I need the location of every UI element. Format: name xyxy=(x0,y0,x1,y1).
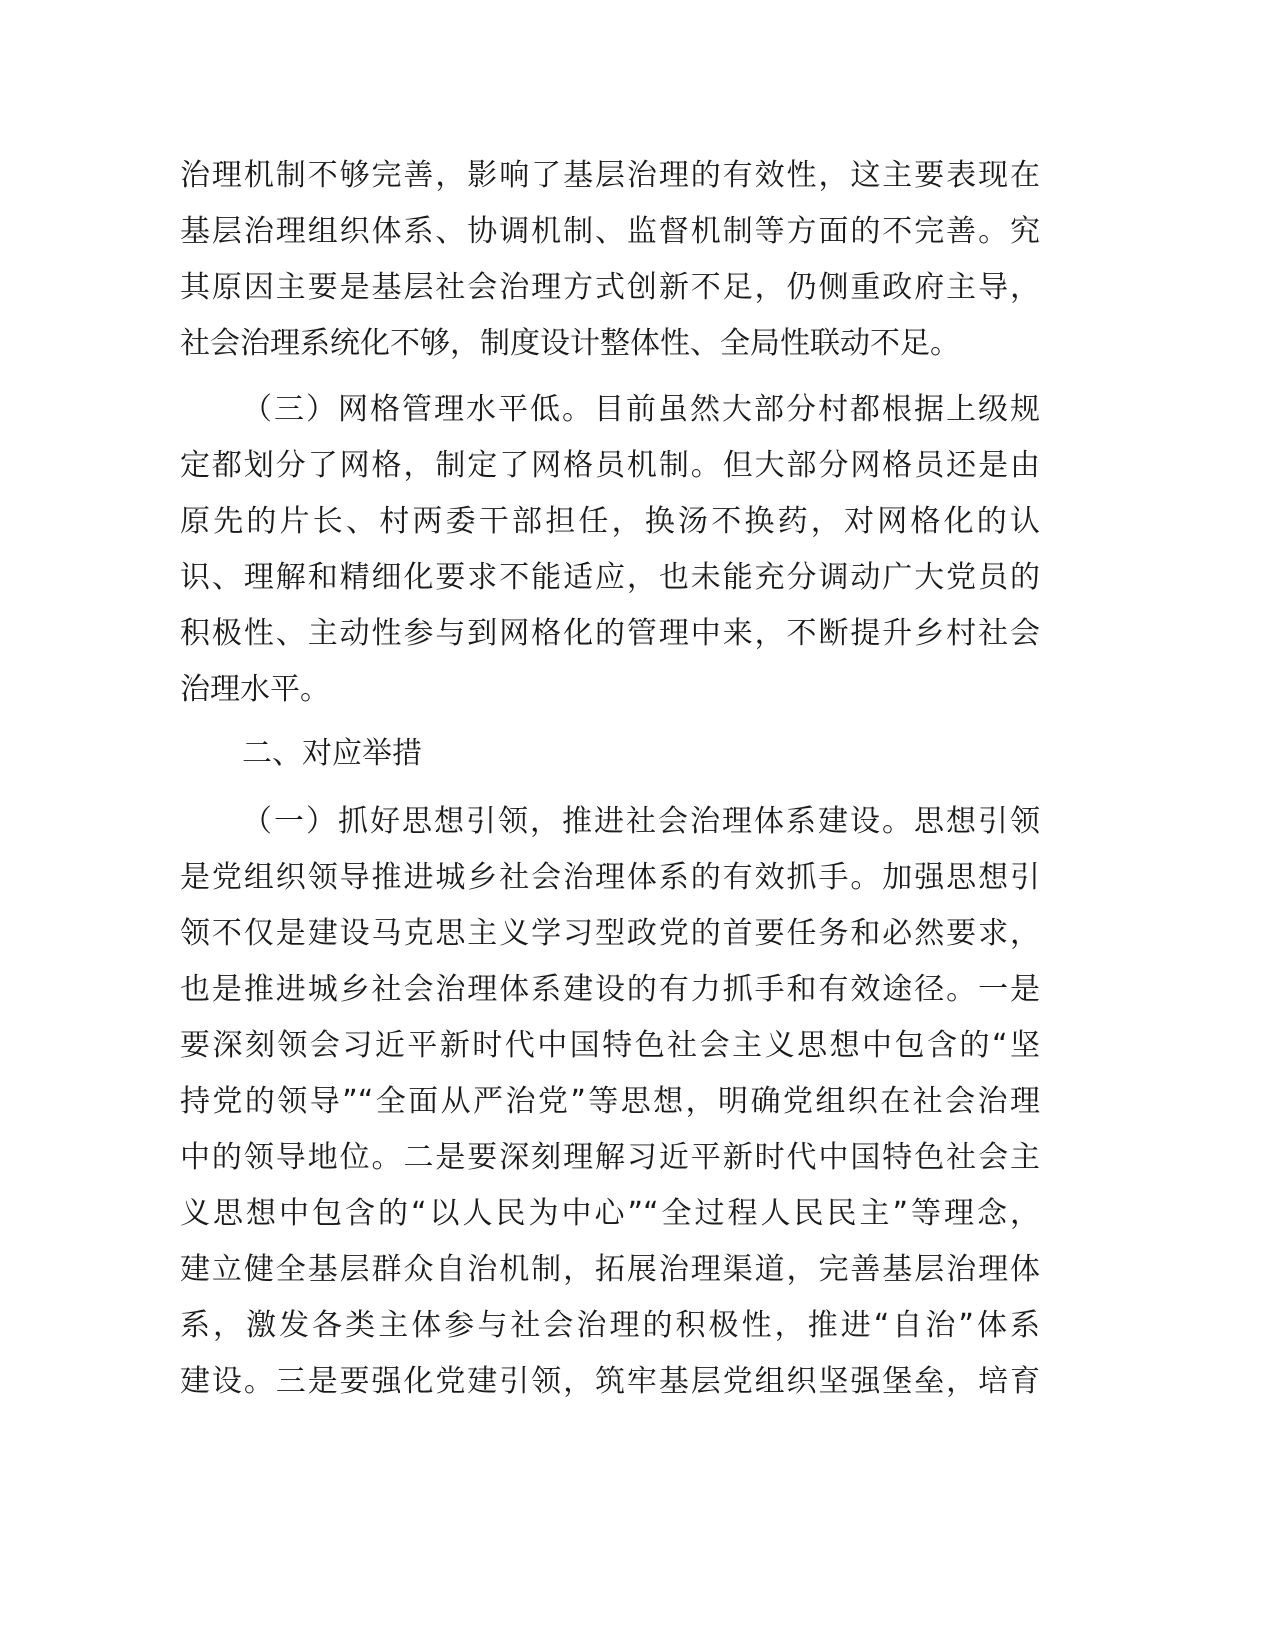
text-line: 是党组织领导推进城乡社会治理体系的有效抓手。加强思想引 xyxy=(180,860,1040,895)
text-line: 建设。三是要强化党建引领，筑牢基层党组织坚强堡垒，培育 xyxy=(180,1364,1040,1399)
text-line: （一）抓好思想引领，推进社会治理体系建设。思想引领 xyxy=(242,804,1040,839)
text-line: 原先的片长、村两委干部担任，换汤不换药，对网格化的认 xyxy=(180,504,1040,539)
text-line: 系，激发各类主体参与社会治理的积极性，推进“自治”体系 xyxy=(180,1308,1040,1343)
text-line: 持党的领导”“全面从严治党”等思想，明确党组织在社会治理 xyxy=(180,1084,1040,1119)
paragraph-grid-management xyxy=(180,382,1040,718)
section-heading-measures xyxy=(180,726,1040,782)
text-line: （三）网格管理水平低。目前虽然大部分村都根据上级规 xyxy=(242,392,1040,427)
text-line: 也是推进城乡社会治理体系建设的有力抓手和有效途径。一是 xyxy=(180,972,1040,1007)
text-line: 识、理解和精细化要求不能适应，也未能充分调动广大党员的 xyxy=(180,560,1040,595)
text-line: 社会治理系统化不够，制度设计整体性、全局性联动不足。 xyxy=(180,326,960,361)
text-line: 治理机制不够完善，影响了基层治理的有效性，这主要表现在 xyxy=(180,158,1040,193)
paragraph-governance-mechanism xyxy=(180,148,1040,372)
text-line: 基层治理组织体系、协调机制、监督机制等方面的不完善。究 xyxy=(180,214,1040,249)
section-heading: 二、对应举措 xyxy=(242,736,422,771)
text-line: 中的领导地位。二是要深刻理解习近平新时代中国特色社会主 xyxy=(180,1140,1040,1175)
text-line: 积极性、主动性参与到网格化的管理中来，不断提升乡村社会 xyxy=(180,616,1040,651)
text-line: 领不仅是建设马克思主义学习型政党的首要任务和必然要求， xyxy=(180,916,1040,951)
text-line: 其原因主要是基层社会治理方式创新不足，仍侧重政府主导， xyxy=(180,270,1040,305)
paragraph-ideological-guidance xyxy=(180,794,1040,1410)
text-line: 治理水平。 xyxy=(180,672,330,707)
text-line: 建立健全基层群众自治机制，拓展治理渠道，完善基层治理体 xyxy=(180,1252,1040,1287)
text-line: 要深刻领会习近平新时代中国特色社会主义思想中包含的“坚 xyxy=(180,1028,1040,1063)
text-line: 定都划分了网格，制定了网格员机制。但大部分网格员还是由 xyxy=(180,448,1040,483)
text-line: 义思想中包含的“以人民为中心”“全过程人民民主”等理念， xyxy=(180,1196,1040,1231)
